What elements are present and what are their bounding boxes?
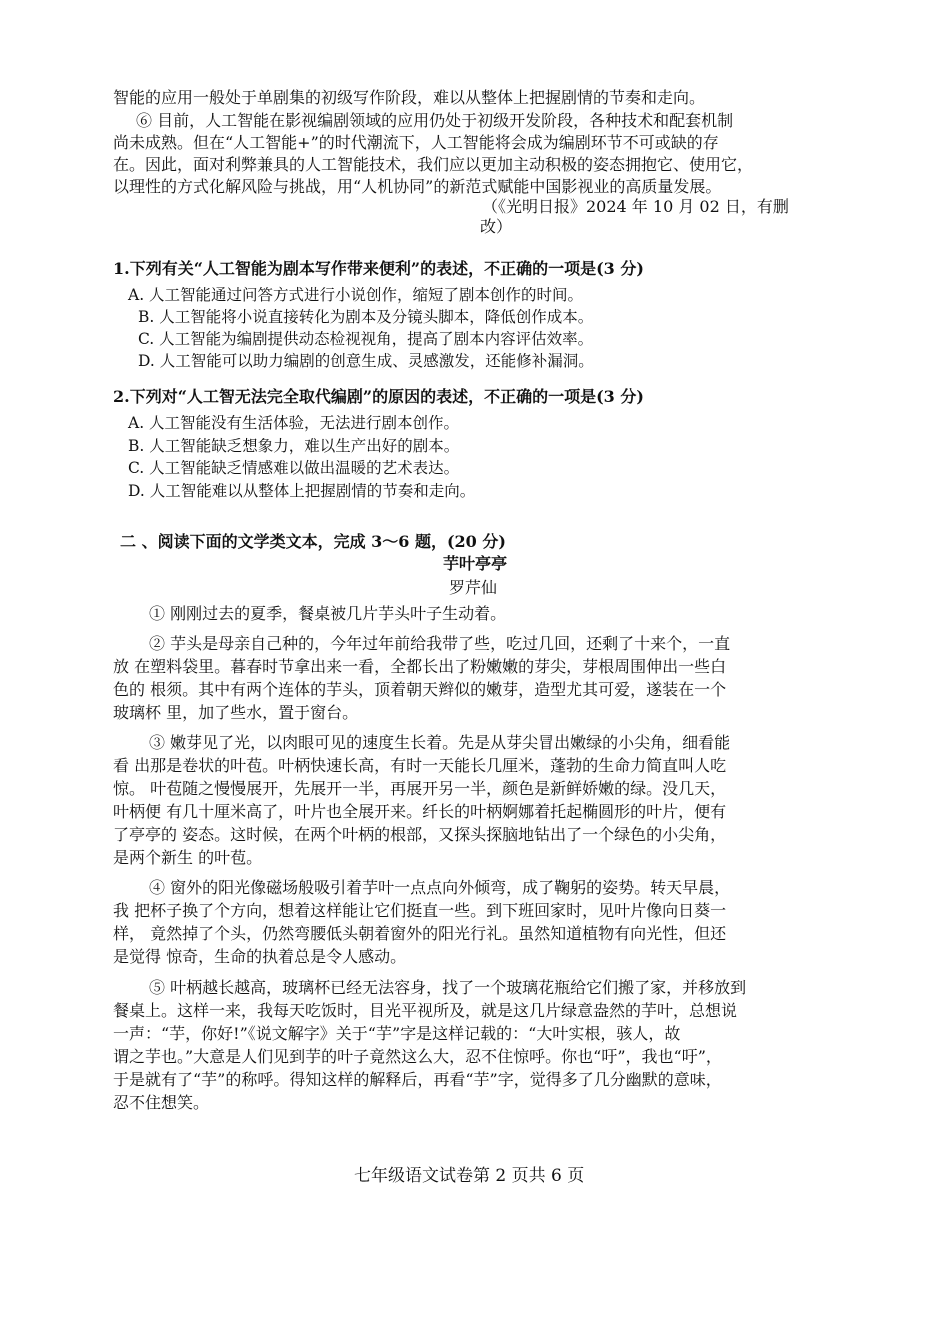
paragraph-line: 玻璃杯 里，加了些水，置于窗台。 <box>113 703 359 722</box>
text-line: 以理性的方式化解风险与挑战，用“人机协同”的新范式赋能中国影视业的高质量发展。 <box>113 177 722 196</box>
paragraph-line: 我 把杯子换了个方向，想着这样能让它们挺直一些。到下班回家时，见叶片像向日葵一 <box>113 901 727 920</box>
paragraph-line: ⑤ 叶柄越长越高，玻璃杯已经无法容身，找了一个玻璃花瓶给它们搬了家，并移放到 <box>149 978 747 997</box>
text-line: 尚未成熟。但在“人工智能+”的时代潮流下，人工智能将会成为编剧环节不可或缺的存 <box>113 133 719 152</box>
paragraph-line: ② 芋头是母亲自己种的，今年过年前给我带了些，吃过几回，还剩了十来个，一直 <box>149 634 731 653</box>
paragraph-line: 色的 根须。其中有两个连体的芋头，顶着朝天辫似的嫩芽，造型尤其可爱，遂装在一个 <box>113 680 727 699</box>
paragraph-line: ③ 嫩芽见了光，以肉眼可见的速度生长着。先是从芽尖冒出嫩绿的小尖角，细看能 <box>149 733 731 752</box>
article-author: 罗芹仙 <box>449 578 498 597</box>
paragraph-line: 样， 竟然掉了个头，仍然弯腰低头朝着窗外的阳光行礼。虽然知道植物有向光性，但还 <box>113 924 727 943</box>
paragraph-line: 忍不住想笑。 <box>113 1093 210 1112</box>
paragraph-line: 看 出那是卷状的叶苞。叶柄快速长高，有时一天能长几厘米，蓬勃的生命力简直叫人吃 <box>113 756 727 775</box>
question-1-option-c: C. 人工智能为编剧提供动态检视视角，提高了剧本内容评估效率。 <box>138 330 594 348</box>
paragraph-line: 是觉得 惊奇，生命的执着总是令人感动。 <box>113 947 407 966</box>
article-title: 芋叶亭亭 <box>443 554 508 573</box>
paragraph-line: 于是就有了“芋”的称呼。得知这样的解释后，再看“芋”字，觉得多了几分幽默的意味， <box>113 1070 722 1089</box>
paragraph-line: 叶柄便 有几十厘米高了，叶片也全展开来。纤长的叶柄婀娜着托起椭圆形的叶片，便有 <box>113 802 727 821</box>
question-1-option-a: A. 人工智能通过问答方式进行小说创作，缩短了剧本创作的时间。 <box>128 286 584 304</box>
paragraph-line: ① 刚刚过去的夏季，餐桌被几片芋头叶子生动着。 <box>149 604 507 623</box>
question-1-stem: 1.下列有关“人工智能为剧本写作带来便利”的表述，不正确的一项是(3 分) <box>113 259 644 278</box>
text-line: 在。因此，面对利弊兼具的人工智能技术，我们应以更加主动积极的姿态拥抱它、使用它， <box>113 155 754 174</box>
paragraph-line: 惊。 叶苞随之慢慢展开，先展开一半，再展开另一半，颜色是新鲜娇嫩的绿。没几天， <box>113 779 727 798</box>
paragraph-line: 谓之芋也。”大意是人们见到芋的叶子竟然这么大，忍不住惊呼。你也“吁”，我也“吁”， <box>113 1047 722 1066</box>
paragraph-line: 一声：“芋，你好!”《说文解字》关于“芋”字是这样记载的：“大叶实根，骇人，故 <box>113 1024 681 1043</box>
question-2-stem: 2.下列对“人工智无法完全取代编剧”的原因的表述，不正确的一项是(3 分) <box>113 387 644 406</box>
source-citation: （《光明日报》2024 年 10 月 02 日，有删 <box>482 197 789 216</box>
question-2-option-b: B. 人工智能缺乏想象力，难以生产出好的剧本。 <box>128 437 460 455</box>
paragraph-line: 是两个新生 的叶苞。 <box>113 848 263 867</box>
question-2-option-a: A. 人工智能没有生活体验，无法进行剧本创作。 <box>128 414 460 432</box>
text-line: 智能的应用一般处于单剧集的初级写作阶段，难以从整体上把握剧情的节奏和走向。 <box>113 88 706 107</box>
paragraph-line: 了亭亭的 姿态。这时候，在两个叶柄的根部，又探头探脑地钻出了一个绿色的小尖角， <box>113 825 727 844</box>
question-2-option-d: D. 人工智能难以从整体上把握剧情的节奏和走向。 <box>128 482 476 500</box>
question-1-option-b: B. 人工智能将小说直接转化为剧本及分镜头脚本，降低创作成本。 <box>138 308 594 326</box>
question-1-option-d: D. 人工智能可以助力编剧的创意生成、灵感激发，还能修补漏洞。 <box>138 352 594 370</box>
source-citation: 改） <box>480 217 513 236</box>
paragraph-line: 放 在塑料袋里。暮春时节拿出来一看，全都长出了粉嫩嫩的芽尖，芽根周围伸出一些白 <box>113 657 727 676</box>
text-line: ⑥ 目前，人工智能在影视编剧领域的应用仍处于初级开发阶段，各种技术和配套机制 <box>136 111 734 130</box>
paragraph-line: 餐桌上。这样一来，我每天吃饭时，目光平视所及，就是这几片绿意盎然的芋叶，总想说 <box>113 1001 738 1020</box>
section-heading: 二 、阅读下面的文学类文本，完成 3～6 题，(20 分) <box>120 532 506 551</box>
page-footer: 七年级语文试卷第 2 页共 6 页 <box>354 1166 585 1186</box>
paragraph-line: ④ 窗外的阳光像磁场般吸引着芋叶一点点向外倾弯，成了鞠躬的姿势。转天早晨， <box>149 878 731 897</box>
question-2-option-c: C. 人工智能缺乏情感难以做出温暖的艺术表达。 <box>128 459 460 477</box>
